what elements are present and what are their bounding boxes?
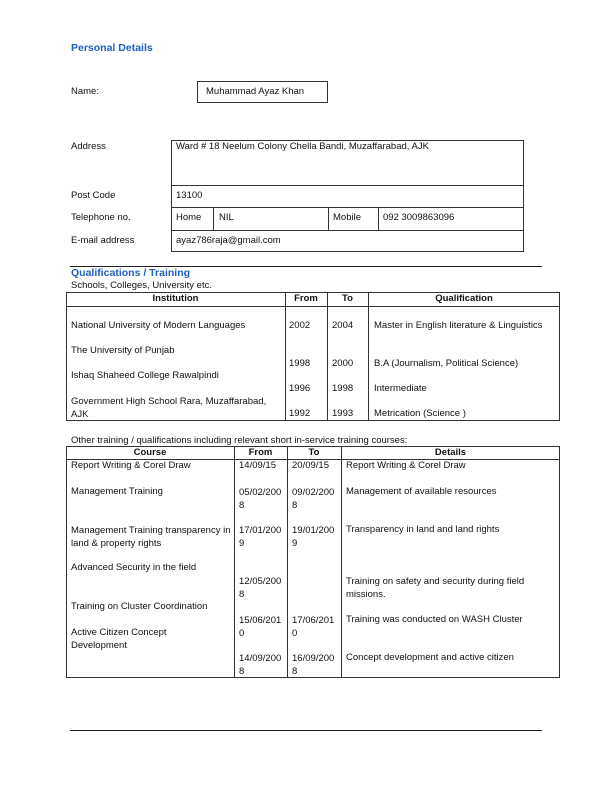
column-header-qualification: Qualification xyxy=(435,293,493,304)
postcode-label: Post Code xyxy=(71,190,116,201)
footer-rule xyxy=(70,730,542,731)
address-label: Address xyxy=(71,141,106,152)
course-cell: Advanced Security in the field xyxy=(71,562,197,573)
to-cell: 2000 xyxy=(332,358,354,369)
qualification-cell: B.A (Journalism, Political Science) xyxy=(374,358,519,369)
institution-cell: Ishaq Shaheed College Rawalpindi xyxy=(71,370,219,381)
telephone-label: Telephone no. xyxy=(71,212,131,223)
column-divider xyxy=(327,292,328,421)
to-cell: 2004 xyxy=(332,320,354,331)
from-cell: 15/06/2010 xyxy=(239,615,282,639)
from-cell: 05/02/2008 xyxy=(239,487,282,511)
divider xyxy=(171,207,524,208)
email-value: ayaz786raja@gmail.com xyxy=(176,235,281,246)
column-header-from: From xyxy=(294,293,318,304)
from-cell: 14/09/2008 xyxy=(239,653,282,677)
personal-details-heading: Personal Details xyxy=(71,42,153,54)
home-label: Home xyxy=(176,212,202,223)
to-cell: 20/09/15 xyxy=(292,460,329,471)
from-cell: 14/09/15 xyxy=(239,460,276,471)
qualification-cell: Metrication (Science ) xyxy=(374,408,466,419)
to-cell: 1993 xyxy=(332,408,354,419)
column-header-to: To xyxy=(342,293,353,304)
to-cell: 09/02/2008 xyxy=(292,487,335,511)
qualifications-heading: Qualifications / Training xyxy=(71,267,191,279)
name-label: Name: xyxy=(71,86,99,97)
course-cell: Training on Cluster Coordination xyxy=(71,601,208,612)
from-cell: 1992 xyxy=(289,408,311,419)
qualifications-subheading: Schools, Colleges, University etc. xyxy=(71,280,212,291)
column-divider xyxy=(287,446,288,678)
course-cell: Management Training transparency in land & property rights xyxy=(71,525,231,549)
address-value: Ward # 18 Neelum Colony Chella Bandi, Muzaffarabad, AJK xyxy=(176,141,429,152)
training-intro: Other training / qualifications including relevant short in-service training courses: xyxy=(71,435,408,446)
mobile-label: Mobile xyxy=(333,212,361,223)
column-divider xyxy=(341,446,342,678)
details-cell: Training on safety and security during field missions. xyxy=(346,576,525,600)
email-label: E-mail address xyxy=(71,235,135,246)
to-cell: 1998 xyxy=(332,383,354,394)
column-header-from: From xyxy=(248,447,273,458)
details-cell: Concept development and active citizen xyxy=(346,652,514,663)
qualification-cell: Master in English literature & Linguistics xyxy=(374,320,543,331)
course-cell: Active Citizen Concept Development xyxy=(71,627,167,651)
details-cell: Report Writing & Corel Draw xyxy=(346,460,466,471)
details-cell: Transparency in land and land rights xyxy=(346,524,500,535)
from-cell: 12/05/2008 xyxy=(239,576,282,600)
from-cell: 17/01/2009 xyxy=(239,525,282,549)
mobile-value: 092 3009863096 xyxy=(383,212,455,223)
column-header-to: To xyxy=(308,447,320,458)
home-value: NIL xyxy=(219,212,234,223)
column-header-details: Details xyxy=(434,447,467,458)
name-field xyxy=(197,81,328,103)
to-cell: 17/06/2010 xyxy=(292,615,335,639)
institution-cell: Government High School Rara, Muzaffarabad, AJK xyxy=(71,396,267,420)
to-cell: 16/09/2008 xyxy=(292,653,335,677)
from-cell: 1996 xyxy=(289,383,311,394)
postcode-value: 13100 xyxy=(176,190,203,201)
from-cell: 1998 xyxy=(289,358,311,369)
divider xyxy=(378,207,379,230)
details-cell: Training was conducted on WASH Cluster xyxy=(346,614,523,625)
column-header-course: Course xyxy=(133,447,167,458)
column-divider xyxy=(368,292,369,421)
course-cell: Management Training xyxy=(71,486,163,497)
details-cell: Management of available resources xyxy=(346,486,497,497)
divider xyxy=(171,230,524,231)
column-divider xyxy=(285,292,286,421)
course-cell: Report Writing & Corel Draw xyxy=(71,460,191,471)
divider xyxy=(213,207,214,230)
institution-cell: The University of Punjab xyxy=(71,345,175,356)
institution-cell: National University of Modern Languages xyxy=(71,320,246,331)
column-divider xyxy=(234,446,235,678)
from-cell: 2002 xyxy=(289,320,311,331)
qualification-cell: Intermediate xyxy=(374,383,427,394)
divider xyxy=(171,185,524,186)
column-header-institution: Institution xyxy=(152,293,199,304)
divider xyxy=(328,207,329,230)
header-divider xyxy=(66,306,560,307)
name-value: Muhammad Ayaz Khan xyxy=(206,86,305,97)
to-cell: 19/01/2009 xyxy=(292,525,335,549)
